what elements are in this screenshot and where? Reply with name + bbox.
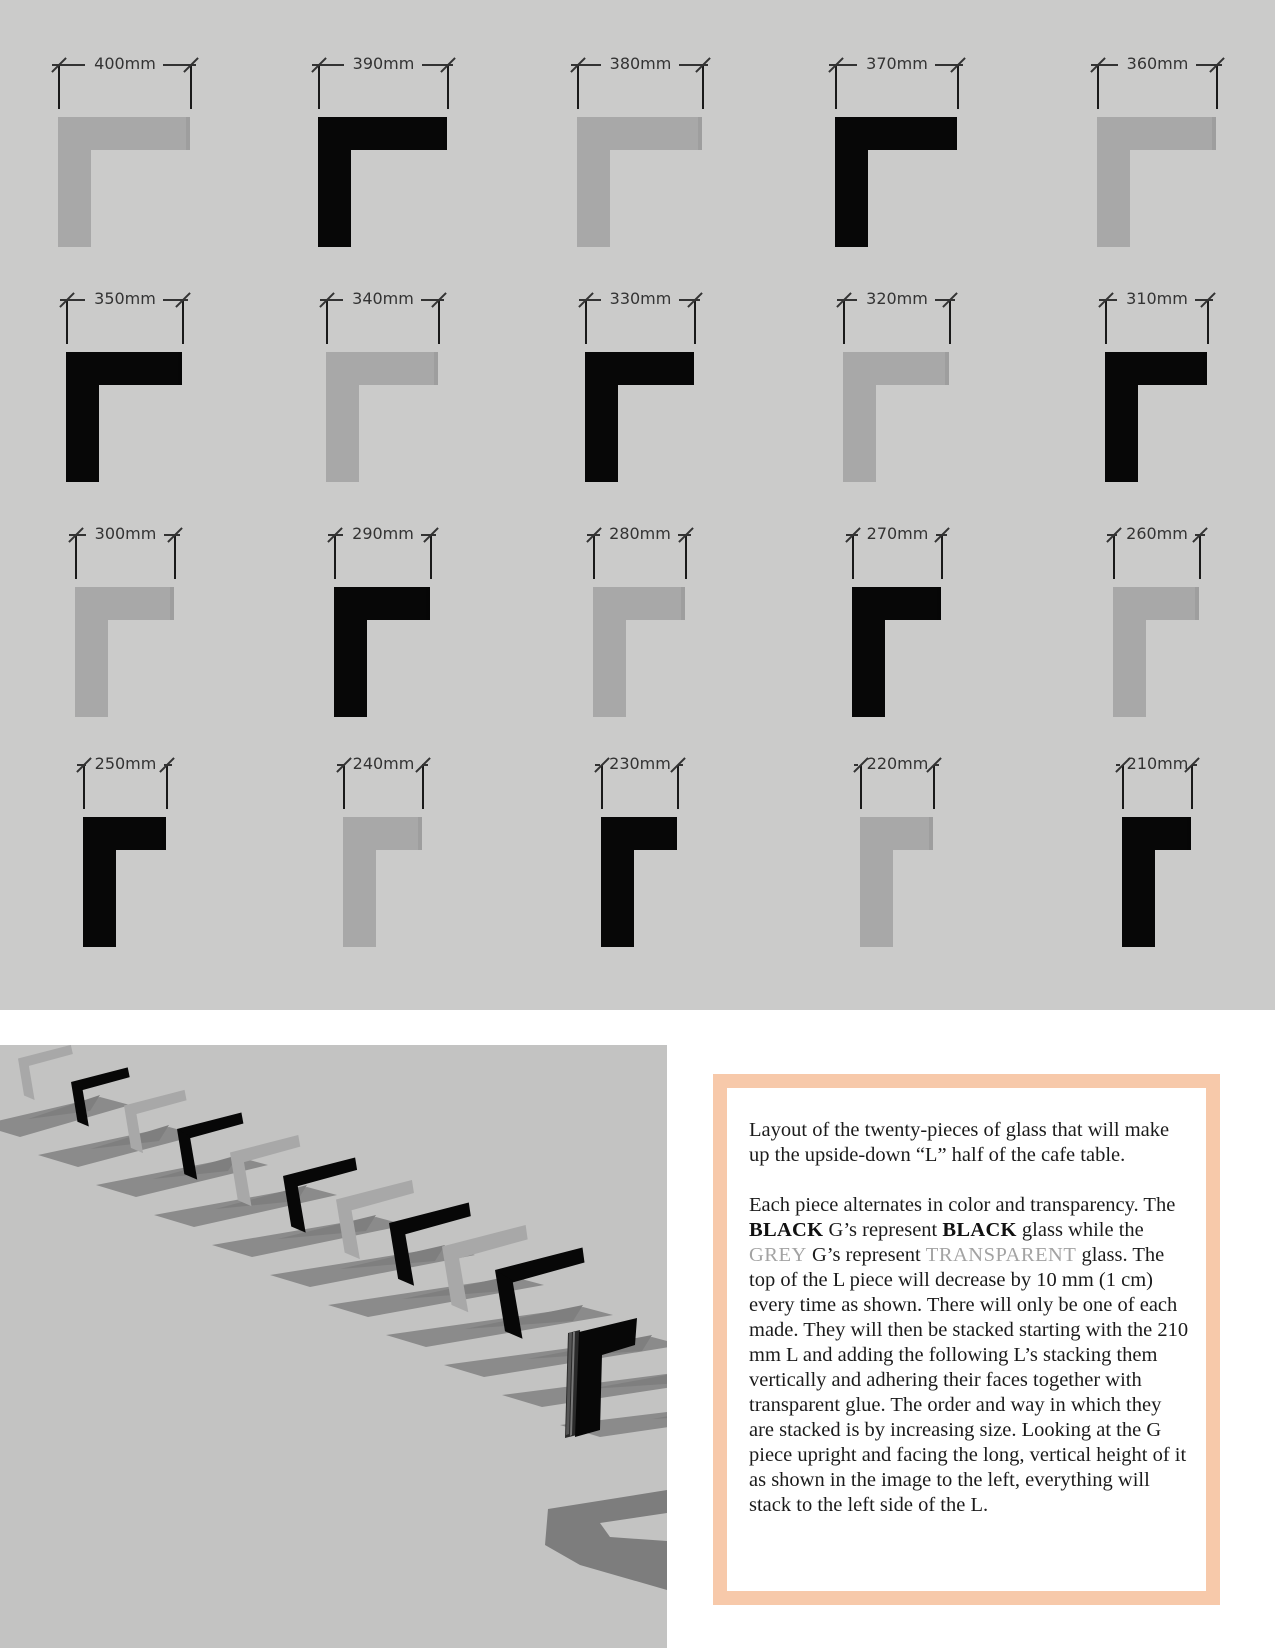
render-piece-arm bbox=[124, 1090, 187, 1114]
l-top-bar bbox=[860, 817, 933, 850]
l-piece-280mm bbox=[555, 525, 795, 770]
extension-line bbox=[941, 535, 943, 579]
extension-line bbox=[326, 300, 328, 344]
l-piece-370mm bbox=[812, 55, 1052, 300]
extension-line bbox=[843, 300, 845, 344]
extension-line bbox=[58, 65, 60, 109]
l-top-bar bbox=[58, 117, 190, 150]
extension-line bbox=[1122, 765, 1124, 809]
l-top-bar bbox=[83, 817, 166, 850]
render-piece-arm bbox=[442, 1225, 528, 1258]
extension-line bbox=[182, 300, 184, 344]
extension-line bbox=[1113, 535, 1115, 579]
render-piece-arm bbox=[177, 1112, 243, 1138]
l-top-bar bbox=[66, 352, 182, 385]
dimension-label: 270mm bbox=[866, 524, 929, 543]
dimension-label: 250mm bbox=[94, 754, 157, 773]
extension-line bbox=[1216, 65, 1218, 109]
keyword-transparent: TRANSPARENT bbox=[925, 1244, 1077, 1266]
l-top-bar bbox=[843, 352, 949, 385]
l-top-bar bbox=[852, 587, 941, 620]
dimension-label: 400mm bbox=[94, 54, 156, 73]
extension-line bbox=[949, 300, 951, 344]
l-piece-320mm bbox=[812, 290, 1052, 535]
description-text bbox=[749, 1118, 1189, 1543]
dimension-label: 280mm bbox=[609, 524, 671, 543]
extension-line bbox=[438, 300, 440, 344]
l-piece-380mm bbox=[555, 55, 795, 300]
dimension-label: 230mm bbox=[609, 754, 671, 773]
description-paragraph-2 bbox=[749, 1193, 1189, 1518]
extension-line bbox=[933, 765, 935, 809]
dimension-label: 380mm bbox=[609, 54, 672, 73]
description-text-part: glass while the bbox=[1016, 1219, 1144, 1241]
extension-line bbox=[860, 765, 862, 809]
extension-line bbox=[677, 765, 679, 809]
description-paragraph-1: Layout of the twenty-pieces of glass that will make up the upside-down “L” half of the cafe table. bbox=[749, 1119, 1170, 1166]
extension-line bbox=[685, 535, 687, 579]
extension-line bbox=[1097, 65, 1099, 109]
stack-shadow bbox=[545, 1490, 667, 1590]
extension-line bbox=[577, 65, 579, 109]
description-box bbox=[713, 1074, 1220, 1605]
l-piece-310mm bbox=[1072, 290, 1275, 535]
dimension-label: 210mm bbox=[1126, 754, 1189, 773]
l-top-bar bbox=[1122, 817, 1191, 850]
dimension-label: 290mm bbox=[352, 524, 414, 543]
dimension-label: 260mm bbox=[1126, 524, 1188, 543]
l-top-bar bbox=[343, 817, 422, 850]
dimension-label: 310mm bbox=[1126, 289, 1188, 308]
render-3d-view bbox=[0, 1045, 667, 1648]
dimension-label: 350mm bbox=[94, 289, 156, 308]
l-top-bar bbox=[1105, 352, 1207, 385]
keyword-grey: GREY bbox=[749, 1244, 807, 1266]
l-top-bar bbox=[75, 587, 174, 620]
l-piece-300mm bbox=[40, 525, 280, 770]
dimension-rule bbox=[579, 299, 601, 301]
l-top-bar bbox=[1113, 587, 1199, 620]
l-top-bar bbox=[601, 817, 677, 850]
extension-line bbox=[702, 65, 704, 109]
dimension-label: 390mm bbox=[352, 54, 415, 73]
l-top-bar bbox=[585, 352, 694, 385]
extension-line bbox=[835, 65, 837, 109]
extension-line bbox=[334, 535, 336, 579]
extension-line bbox=[75, 535, 77, 579]
render-piece-arm bbox=[495, 1248, 585, 1283]
l-piece-340mm bbox=[298, 290, 538, 535]
render-piece-arm bbox=[389, 1202, 471, 1234]
render-piece-arm bbox=[283, 1157, 357, 1186]
description-text-part: glass. The top of the L piece will decrease by 10 mm (1 cm) every time as shown. There will only be one of each made. They will then be stacked starting with the 210 mm L and adding the following L’s stacking them vertically and adhering their faces together with transparent glue. The order and way in which they are stacked is by increasing size. Looking at the G piece upright and facing the long, vertical height of it as shown in the image to the left, everything will stack to the left side of the L. bbox=[749, 1244, 1189, 1516]
extension-line bbox=[83, 765, 85, 809]
piece-shadow bbox=[212, 1217, 406, 1257]
l-piece-210mm bbox=[1072, 755, 1275, 1000]
l-piece-400mm bbox=[40, 55, 280, 300]
dimension-label: 330mm bbox=[609, 289, 672, 308]
description-text-part: Each piece alternates in color and transparency. The bbox=[749, 1194, 1176, 1216]
description-text-part: G’s represent bbox=[823, 1219, 943, 1241]
dimension-label: 360mm bbox=[1126, 54, 1189, 73]
l-piece-330mm bbox=[555, 290, 795, 535]
l-piece-240mm bbox=[298, 755, 538, 1000]
extension-line bbox=[343, 765, 345, 809]
l-piece-360mm bbox=[1072, 55, 1275, 300]
extension-line bbox=[694, 300, 696, 344]
l-piece-250mm bbox=[40, 755, 280, 1000]
extension-line bbox=[430, 535, 432, 579]
extension-line bbox=[1105, 300, 1107, 344]
l-top-bar bbox=[835, 117, 957, 150]
description-text-part: G’s represent bbox=[806, 1244, 926, 1266]
render-3d-graphic bbox=[0, 1045, 667, 1648]
l-piece-230mm bbox=[555, 755, 795, 1000]
dimension-label: 370mm bbox=[866, 54, 928, 73]
extension-line bbox=[1191, 765, 1193, 809]
piece-shadow bbox=[38, 1127, 199, 1167]
l-top-bar bbox=[334, 587, 430, 620]
extension-line bbox=[447, 65, 449, 109]
extension-line bbox=[585, 300, 587, 344]
l-top-bar bbox=[577, 117, 702, 150]
extension-line bbox=[422, 765, 424, 809]
extension-line bbox=[166, 765, 168, 809]
extension-line bbox=[174, 535, 176, 579]
l-top-bar bbox=[326, 352, 438, 385]
extension-line bbox=[593, 535, 595, 579]
extension-line bbox=[852, 535, 854, 579]
dimension-label: 340mm bbox=[352, 289, 414, 308]
extension-line bbox=[957, 65, 959, 109]
piece-shadow bbox=[0, 1097, 130, 1137]
l-top-bar bbox=[593, 587, 685, 620]
render-piece-arm bbox=[336, 1180, 414, 1210]
extension-line bbox=[1199, 535, 1201, 579]
l-piece-350mm bbox=[40, 290, 280, 535]
dimension-label: 220mm bbox=[866, 754, 929, 773]
render-piece-arm bbox=[71, 1067, 130, 1090]
extension-line bbox=[318, 65, 320, 109]
extension-line bbox=[190, 65, 192, 109]
dimension-rule bbox=[1195, 299, 1213, 301]
l-piece-270mm bbox=[812, 525, 1052, 770]
l-top-bar bbox=[318, 117, 447, 150]
dimension-rule bbox=[837, 299, 857, 301]
dimension-label: 240mm bbox=[352, 754, 415, 773]
extension-line bbox=[66, 300, 68, 344]
dimension-label: 300mm bbox=[94, 524, 157, 543]
extension-line bbox=[1207, 300, 1209, 344]
keyword-black: BLACK bbox=[749, 1219, 824, 1241]
keyword-black: BLACK bbox=[942, 1219, 1017, 1241]
l-piece-220mm bbox=[812, 755, 1052, 1000]
extension-line bbox=[601, 765, 603, 809]
l-top-bar bbox=[1097, 117, 1216, 150]
l-piece-260mm bbox=[1072, 525, 1275, 770]
dimension-label: 320mm bbox=[866, 289, 928, 308]
l-piece-290mm bbox=[298, 525, 538, 770]
l-piece-390mm bbox=[298, 55, 538, 300]
render-piece-arm bbox=[230, 1135, 300, 1162]
